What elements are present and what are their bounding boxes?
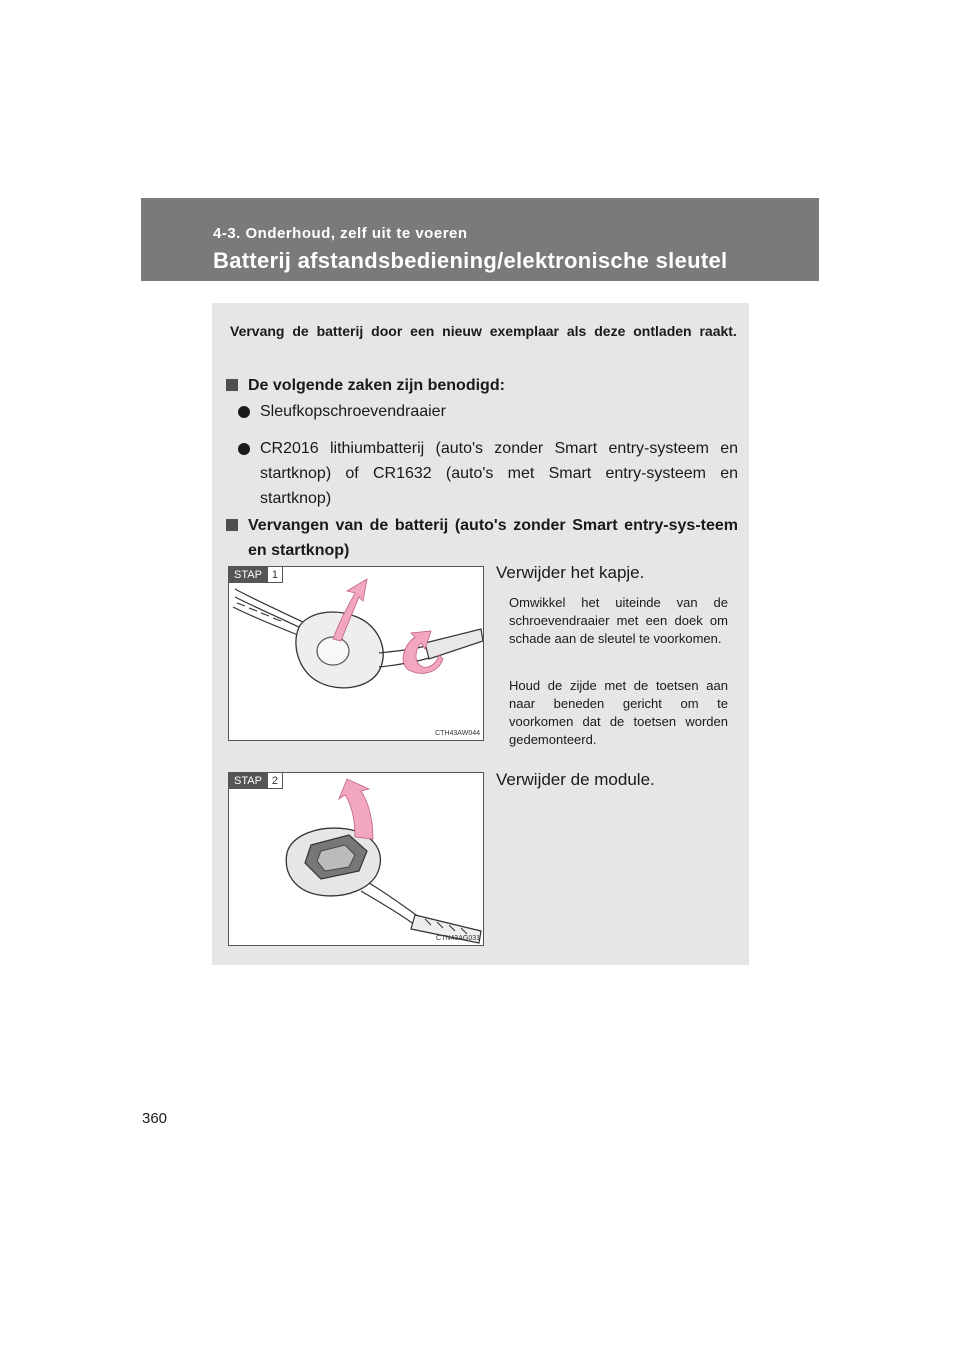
step-1-note: Omwikkel het uiteinde van de schroevendraaier met een doek om schade aan de sleutel te voorkomen. xyxy=(509,595,728,646)
step-badge: STAP 1 xyxy=(229,567,283,583)
step-1-title: Verwijder het kapje. xyxy=(496,563,645,582)
square-bullet-icon xyxy=(226,379,238,391)
section-label: 4-3. Onderhoud, zelf uit te voeren xyxy=(213,225,468,242)
key-cover-removal-illustration xyxy=(229,567,483,740)
section-header xyxy=(141,198,819,281)
page-number: 360 xyxy=(142,1110,168,1127)
image-code: CTN43AG031 xyxy=(436,935,480,942)
replace-heading: Vervangen van de batterij (auto's zonder Smart entry-sys-teem en startknop) xyxy=(226,513,738,563)
square-bullet-icon xyxy=(226,519,238,531)
step-badge: STAP 2 xyxy=(229,773,283,789)
content-box xyxy=(212,303,749,965)
list-item: Sleufkopschroevendraaier xyxy=(238,399,738,424)
list-item: CR2016 lithiumbatterij (auto's zonder Smart entry-systeem en startknop) of CR1632 (auto's met Smart entry-systeem en startknop) xyxy=(238,436,738,511)
key-module-removal-illustration xyxy=(229,773,483,945)
image-code: CTH43AW044 xyxy=(435,730,480,737)
step-1-note: Houd de zijde met de toetsen aan naar beneden gericht om te voorkomen dat de toetsen worden gedemonteerd. xyxy=(509,678,728,747)
page-title: Batterij afstandsbediening/elektronische sleutel xyxy=(213,248,728,273)
step-2-illustration xyxy=(228,772,484,946)
step-1-illustration xyxy=(228,566,484,741)
round-bullet-icon xyxy=(238,443,250,455)
round-bullet-icon xyxy=(238,406,250,418)
needed-heading: De volgende zaken zijn benodigd: xyxy=(226,373,738,398)
step-2-title: Verwijder de module. xyxy=(496,770,655,789)
intro-text: Vervang de batterij door een nieuw exemplaar als deze ontladen raakt. xyxy=(230,323,737,339)
